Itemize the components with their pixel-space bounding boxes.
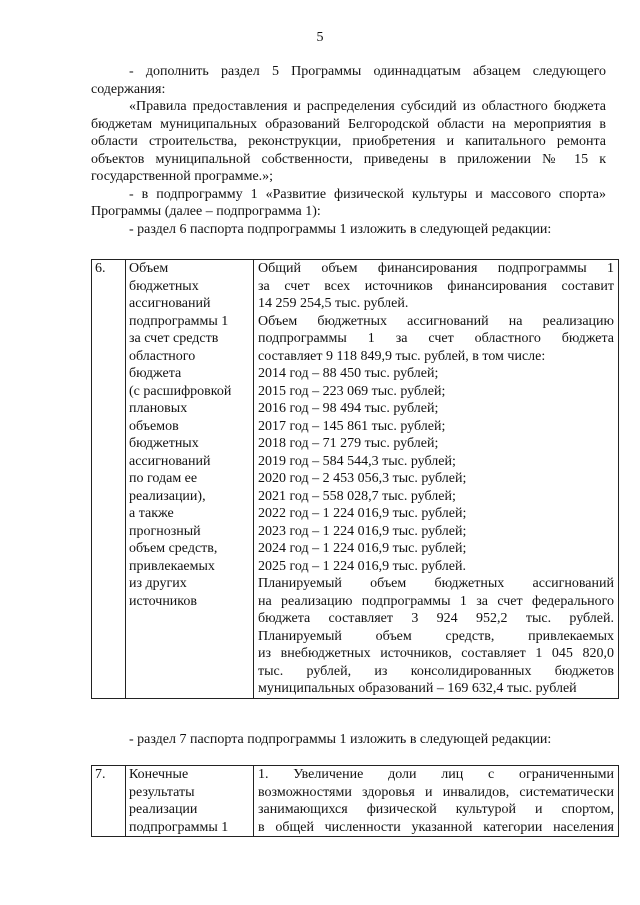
passport-table-section7: [91, 765, 619, 837]
paragraph-section7: - раздел 7 паспорта подпрограммы 1 изложить в следующей редакции:: [129, 732, 552, 747]
paragraph-subprogram: - в подпрограмму 1 «Развитие физической культуры и массового спорта» Программы (далее – подпрограмма 1):: [91, 186, 606, 219]
paragraph-section6: - раздел 6 паспорта подпрограммы 1 изложить в следующей редакции:: [129, 221, 552, 237]
passport-table-section6: [91, 259, 619, 699]
mid-text: [91, 731, 606, 749]
table-row: [92, 260, 619, 699]
row-label: Конечные результаты реализации подпрограммы 1: [126, 766, 254, 837]
row-number: 7.: [92, 766, 126, 837]
table-row: [92, 766, 619, 837]
row-label: Объем бюджетных ассигнований подпрограммы 1 за счет средств областного бюджета (с расшифровкой плановых объемов бюджетных ассигнований по годам ее реализации), а также прогнозный объем средств, привлекаемых из других источников: [126, 260, 254, 699]
intro-text: [91, 63, 606, 238]
page-number: 5: [316, 30, 324, 45]
paragraph-rules-quote: «Правила предоставления и распределения субсидий из областного бюджета бюджетам муниципальных образований Белгородской области на мероприятия в области строительства, реконструкции, приобретения и капитального ремонта объектов муниципальной собственности, приведены в приложении № 15 к государственной программе.»;: [91, 99, 606, 184]
row-number: 6.: [92, 260, 126, 699]
paragraph-add-section: - дополнить раздел 5 Программы одиннадцатым абзацем следующего содержания:: [91, 64, 606, 97]
row-content: Общий объем финансирования подпрограммы 1 за счет всех источников финансирования составит 14 259 254,5 тыс. рублей. Объем бюджетных ассигнований на реализацию подпрограммы 1 за счет областного бюджета составляет 9 118 849,9 тыс. рублей, в том числе: 2014 год – 88 450 тыс. рублей; 2015 год – 223 069 тыс. рублей; 2016 год – 98 494 тыс. рублей; 2017 год – 145 861 тыс. рублей; 2018 год – 71 279 тыс. рублей; 2019 год – 584 544,3 тыс. рублей; 2020 год – 2 453 056,3 тыс. рублей; 2021 год – 558 028,7 тыс. рублей; 2022 год – 1 224 016,9 тыс. рублей; 2023 год – 1 224 016,9 тыс. рублей; 2024 год – 1 224 016,9 тыс. рублей; 2025 год – 1 224 016,9 тыс. рублей. Планируемый объем бюджетных ассигнований на реализацию подпрограммы 1 за счет федерального бюджета составляет 3 924 952,2 тыс. рублей. Планируемый объем средств, привлекаемых из внебюджетных источников, составляет 1 045 820,0 тыс. рублей, из консолидированных бюджетов муниципальных образований – 169 632,4 тыс. рублей: [254, 260, 619, 699]
row-content: 1. Увеличение доли лиц с ограниченными возможностями здоровья и инвалидов, систематически занимающихся физической культурой и спортом, в общей численности указанной категории населения: [254, 766, 619, 837]
